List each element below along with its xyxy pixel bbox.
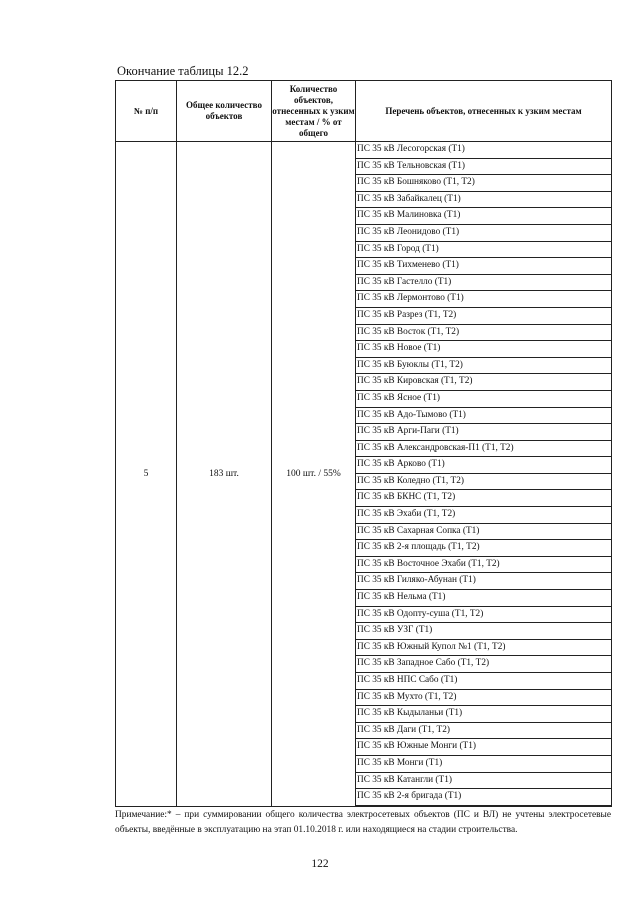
table-row	[116, 142, 612, 807]
row-bottleneck: 100 шт. / 55%	[272, 142, 356, 807]
header-num: № п/п	[116, 81, 177, 142]
page-number: 122	[311, 858, 329, 870]
footnote: Примечание:* – при суммировании общего количества электросетевых объектов (ПС и ВЛ) не учтены электросетевые объекты, введённые в эксплуатацию на этап 01.10.2018 г. или находящиеся на стадии строительства.	[115, 810, 611, 835]
list-item: ПС 35 кВ УЗГ (Т1)	[356, 623, 611, 640]
list-item: ПС 35 кВ БКНС (Т1, Т2)	[356, 490, 611, 507]
list-item: ПС 35 кВ Даги (Т1, Т2)	[356, 723, 611, 740]
list-item: ПС 35 кВ Гастелло (Т1)	[356, 275, 611, 292]
header-list: Перечень объектов, отнесенных к узким местам	[356, 81, 612, 142]
table-header-row	[116, 81, 612, 142]
list-item: ПС 35 кВ Малиновка (Т1)	[356, 208, 611, 225]
list-item: ПС 35 кВ 2-я площадь (Т1, Т2)	[356, 540, 611, 557]
list-item: ПС 35 кВ Бошняково (Т1, Т2)	[356, 175, 611, 192]
list-item: ПС 35 кВ Разрез (Т1, Т2)	[356, 308, 611, 325]
bottleneck-table	[115, 80, 612, 807]
list-item: ПС 35 кВ Гиляко-Абунан (Т1)	[356, 573, 611, 590]
list-item: ПС 35 кВ Забайкалец (Т1)	[356, 192, 611, 209]
header-bottleneck: Количество объектов, отнесенных к узким местам / % от общего	[272, 81, 356, 142]
list-item: ПС 35 кВ 2-я бригада (Т1)	[356, 789, 611, 806]
list-item: ПС 35 кВ Западное Сабо (Т1, Т2)	[356, 656, 611, 673]
list-item: ПС 35 кВ Нельма (Т1)	[356, 590, 611, 607]
objects-list	[356, 142, 612, 807]
list-item: ПС 35 кВ Монги (Т1)	[356, 756, 611, 773]
list-item: ПС 35 кВ Восток (Т1, Т2)	[356, 325, 611, 342]
list-item: ПС 35 кВ Александровская-П1 (Т1, Т2)	[356, 441, 611, 458]
list-item: ПС 35 кВ Одопту-суша (Т1, Т2)	[356, 607, 611, 624]
list-item: ПС 35 кВ Лесогорская (Т1)	[356, 142, 611, 159]
header-total: Общее количество объектов	[177, 81, 272, 142]
row-num: 5	[116, 142, 177, 807]
list-item: ПС 35 кВ Тельновская (Т1)	[356, 159, 611, 176]
list-item: ПС 35 кВ Буюклы (Т1, Т2)	[356, 358, 611, 375]
list-item: ПС 35 кВ Город (Т1)	[356, 242, 611, 259]
list-item: ПС 35 кВ Арги-Паги (Т1)	[356, 424, 611, 441]
list-item: ПС 35 кВ Катангли (Т1)	[356, 773, 611, 790]
list-item: ПС 35 кВ Коледно (Т1, Т2)	[356, 474, 611, 491]
list-item: ПС 35 кВ Ясное (Т1)	[356, 391, 611, 408]
table-caption: Окончание таблицы 12.2	[117, 64, 249, 78]
list-item: ПС 35 кВ НПС Сабо (Т1)	[356, 673, 611, 690]
list-item: ПС 35 кВ Эхаби (Т1, Т2)	[356, 507, 611, 524]
list-item: ПС 35 кВ Сахарная Сопка (Т1)	[356, 524, 611, 541]
list-item: ПС 35 кВ Восточное Эхаби (Т1, Т2)	[356, 557, 611, 574]
list-item: ПС 35 кВ Кыдыланьи (Т1)	[356, 706, 611, 723]
list-item: ПС 35 кВ Лермонтово (Т1)	[356, 291, 611, 308]
list-item: ПС 35 кВ Южные Монги (Т1)	[356, 739, 611, 756]
row-total: 183 шт.	[177, 142, 272, 807]
list-item: ПС 35 кВ Леонидово (Т1)	[356, 225, 611, 242]
list-item: ПС 35 кВ Адо-Тымово (Т1)	[356, 408, 611, 425]
list-item: ПС 35 кВ Мухто (Т1, Т2)	[356, 690, 611, 707]
list-item: ПС 35 кВ Новое (Т1)	[356, 341, 611, 358]
list-item: ПС 35 кВ Тихменево (Т1)	[356, 258, 611, 275]
list-item: ПС 35 кВ Южный Купол №1 (Т1, Т2)	[356, 640, 611, 657]
list-item: ПС 35 кВ Арково (Т1)	[356, 457, 611, 474]
list-item: ПС 35 кВ Кировская (Т1, Т2)	[356, 374, 611, 391]
